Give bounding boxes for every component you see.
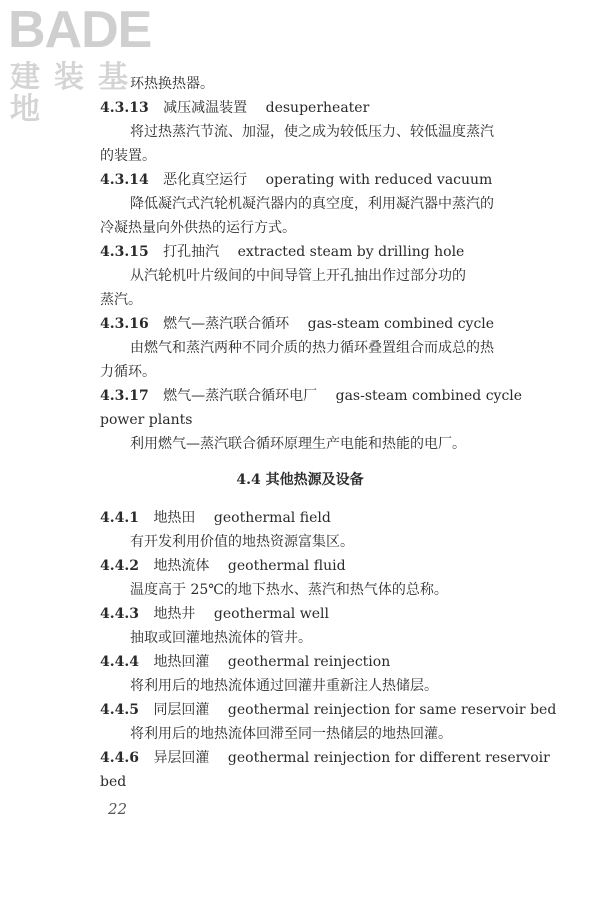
entry-definition: 由燃气和蒸汽两种不同介质的热力循环叠置组合而成总的热 [130,340,494,356]
entry-term-en: geothermal reinjection for same reservoir bed [227,702,557,718]
entry-term-en: geothermal fluid [227,558,346,574]
entry-definition: 蒸汽。 [100,292,142,308]
watermark-brand: BADE [8,1,152,59]
watermark-subtitle: 建装基地 [10,60,142,127]
entry-definition: 将利用后的地热流体回滞至同一热储层的地热回灌。 [130,726,452,742]
entry-term-en: gas-steam combined cycle [335,388,523,404]
entry-4-4-4-title [100,652,390,672]
entry-definition: 力循环。 [100,364,156,380]
entry-definition: 将利用后的地热流体通过回灌井重新注人热储层。 [130,678,438,694]
entry-term-cn: 减压减温装置 [163,100,248,116]
entry-term-cn: 燃气—蒸汽联合循环 [163,316,290,332]
entry-term-cn: 打孔抽汽 [163,244,220,260]
entry-number: 4.3.14 [100,172,149,188]
entry-definition: 温度高于 25℃的地下热水、蒸汽和热气体的总称。 [130,582,448,598]
entry-definition: 将过热蒸汽节流、加湿，使之成为较低压力、较低温度蒸汽 [130,124,494,140]
entry-4-3-15-title [100,242,464,262]
entry-number: 4.4.2 [100,558,139,574]
entry-number: 4.4.5 [100,702,139,718]
entry-number: 4.3.16 [100,316,149,332]
entry-term-cn: 燃气—蒸汽联合循环电厂 [163,388,318,404]
entry-4-3-14-title [100,170,492,190]
entry-term-en: desuperheater [265,100,370,116]
entry-term-en-continued: power plants [100,412,193,428]
entry-number: 4.4.4 [100,654,139,670]
entry-term-en: geothermal well [213,606,329,622]
entry-term-en: geothermal reinjection for different reservoir [227,750,550,766]
entry-number: 4.3.13 [100,100,149,116]
entry-number: 4.3.17 [100,388,149,404]
page-number: 22 [108,800,128,818]
top-fragment: 环热换热器。 [130,76,214,92]
entry-term-en: geothermal reinjection [227,654,391,670]
entry-number: 4.4.6 [100,750,139,766]
entry-term-cn: 异层回灌 [153,750,210,766]
entry-number: 4.3.15 [100,244,149,260]
entry-4-4-5-title [100,700,556,720]
entry-definition: 利用燃气—蒸汽联合循环原理生产电能和热能的电厂。 [130,436,466,452]
entry-term-cn: 地热回灌 [153,654,210,670]
entry-4-4-1-title [100,508,331,528]
entry-term-cn: 恶化真空运行 [163,172,248,188]
entry-term-en-continued: bed [100,774,127,790]
entry-term-en: geothermal field [213,510,331,526]
entry-term-en: gas-steam combined cycle [307,316,495,332]
entry-term-en: extracted steam by drilling hole [237,244,465,260]
entry-number: 4.4.1 [100,510,139,526]
entry-term-cn: 地热井 [153,606,196,622]
entry-term-cn: 地热田 [153,510,196,526]
entry-4-4-2-title [100,556,346,576]
entry-term-en: operating with reduced vacuum [265,172,493,188]
entry-definition: 有开发利用价值的地热资源富集区。 [130,534,354,550]
entry-4-4-3-title [100,604,329,624]
entry-definition: 的装置。 [100,148,156,164]
entry-definition: 从汽轮机叶片级间的中间导管上开孔抽出作过部分功的 [130,268,466,284]
entry-definition: 冷凝热量向外供热的运行方式。 [100,220,296,236]
entry-4-3-13-title [100,98,369,118]
entry-term-cn: 同层回灌 [153,702,210,718]
entry-number: 4.4.3 [100,606,139,622]
entry-4-4-6-title [100,748,550,768]
entry-4-3-16-title [100,314,494,334]
entry-definition: 抽取或回灌地热流体的管井。 [130,630,312,646]
entry-definition: 降低凝汽式汽轮机凝汽器内的真空度，利用凝汽器中蒸汽的 [130,196,494,212]
entry-4-3-17-title [100,386,522,406]
entry-term-cn: 地热流体 [153,558,210,574]
section-heading: 4.4 其他热源及设备 [236,472,364,488]
